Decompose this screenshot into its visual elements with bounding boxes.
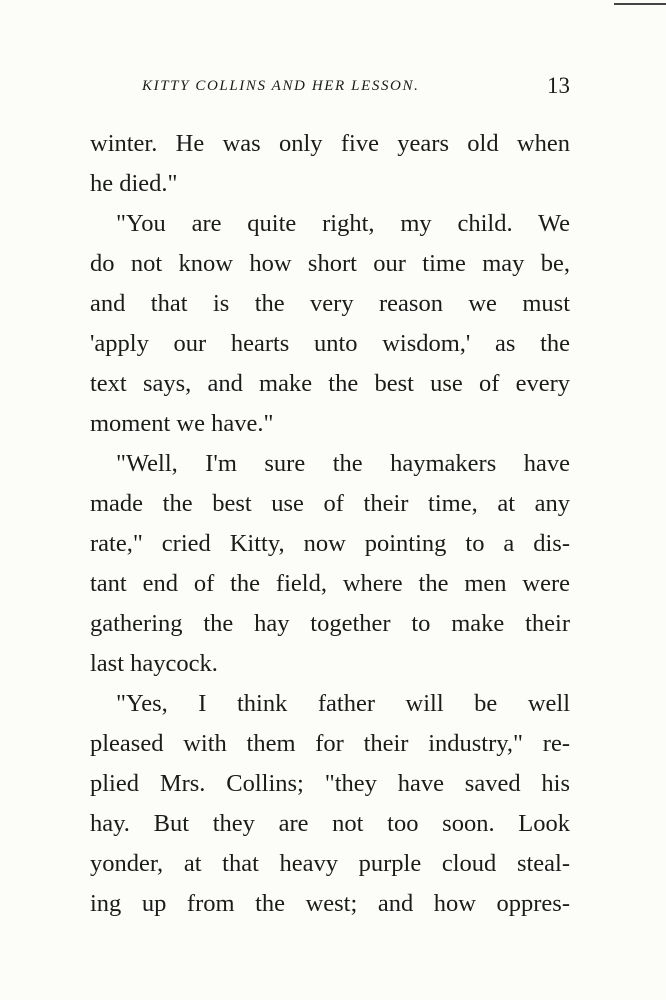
text-line: he died." (90, 170, 178, 197)
text-line: do not know how short our time may be, (90, 250, 570, 277)
text-line: and that is the very reason we must (90, 290, 570, 317)
running-title: KITTY COLLINS AND HER LESSON. (142, 78, 420, 94)
text-line: "Well, I'm sure the haymakers have (116, 450, 570, 477)
text-line: pleased with them for their industry," re- (90, 730, 570, 757)
text-line: last haycock. (90, 650, 218, 677)
text-line: plied Mrs. Collins; "they have saved his (90, 770, 570, 797)
top-edge-rule (614, 3, 666, 5)
text-line: gathering the hay together to make their (90, 610, 570, 637)
text-line: hay. But they are not too soon. Look (90, 810, 570, 837)
text-line: 'apply our hearts unto wisdom,' as the (90, 330, 570, 357)
text-line: "Yes, I think father will be well (116, 690, 570, 717)
text-line: tant end of the field, where the men were (90, 570, 570, 597)
text-line: winter. He was only five years old when (90, 130, 570, 157)
text-line: rate," cried Kitty, now pointing to a dis- (90, 530, 570, 557)
text-line: yonder, at that heavy purple cloud steal- (90, 850, 570, 877)
page-number: 13 (547, 73, 570, 98)
text-line: text says, and make the best use of every (90, 370, 570, 397)
text-line: made the best use of their time, at any (90, 490, 570, 517)
body-text (90, 124, 570, 924)
running-head (90, 73, 570, 100)
text-line: "You are quite right, my child. We (116, 210, 570, 237)
text-line: ing up from the west; and how oppres- (90, 890, 570, 917)
text-line: moment we have." (90, 410, 274, 437)
